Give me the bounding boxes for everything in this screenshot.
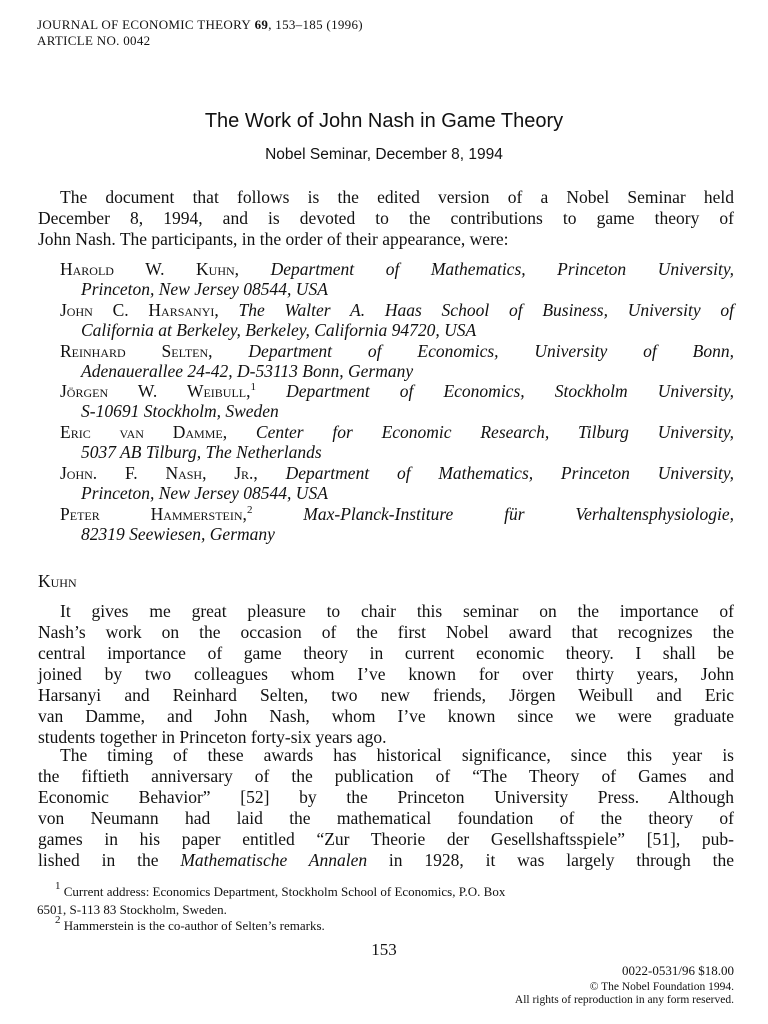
issn-price: 0022-0531/96 $18.00 bbox=[622, 963, 734, 978]
participant-name: Jörgen W. Weibull, bbox=[60, 381, 251, 401]
participant-affiliation: Department of Economics, University of Bonn, bbox=[248, 341, 734, 361]
participant-address: 82319 Seewiesen, Germany bbox=[81, 524, 275, 544]
participant-entry bbox=[60, 259, 734, 280]
journal-citation: Mathematische Annalen bbox=[180, 850, 368, 870]
participant-name: Harold W. Kuhn, bbox=[60, 259, 240, 279]
journal-volume: 69 bbox=[254, 17, 269, 32]
footnote-1-cont: 6501, S-113 83 Stockholm, Sweden. bbox=[37, 902, 227, 917]
participant-address: Adenauerallee 24-42, D-53113 Bonn, Germany bbox=[81, 361, 414, 381]
participant-entry bbox=[60, 341, 734, 362]
para2-last-post: in 1928, it was largely through the bbox=[367, 850, 734, 870]
para2-line: Economic Behavior” [52] by the Princeton University Press. Although bbox=[38, 787, 734, 807]
para2-line bbox=[38, 850, 734, 871]
participant-entry bbox=[60, 381, 734, 402]
participant-name: John. F. Nash, Jr., bbox=[60, 463, 258, 483]
rights-notice: All rights of reproduction in any form reserved. bbox=[514, 994, 734, 1006]
para1-line: central importance of game theory in current economic theory. I shall be bbox=[38, 643, 734, 663]
participant-entry bbox=[60, 463, 734, 484]
journal-header bbox=[37, 17, 363, 33]
footnote-2 bbox=[55, 914, 325, 934]
para2-line: The timing of these awards has historical significance, since this year is bbox=[60, 745, 734, 765]
participant-affiliation: Department of Mathematics, Princeton University, bbox=[285, 463, 734, 483]
article-number: ARTICLE NO. 0042 bbox=[37, 33, 151, 48]
participant-name: Eric van Damme, bbox=[60, 422, 228, 442]
para2-line: von Neumann had laid the mathematical foundation of the theory of bbox=[38, 808, 734, 828]
para1-line: joined by two colleagues whom I’ve known for over thirty years, John bbox=[38, 664, 734, 684]
paper-subtitle: Nobel Seminar, December 8, 1994 bbox=[265, 146, 503, 163]
journal-name: JOURNAL OF ECONOMIC THEORY bbox=[37, 17, 252, 32]
footnote-ref: 1 bbox=[250, 381, 257, 393]
footnote-ref: 2 bbox=[246, 504, 253, 516]
participant-name: Reinhard Selten, bbox=[60, 341, 213, 361]
intro-line: The document that follows is the edited version of a Nobel Seminar held bbox=[60, 187, 734, 207]
intro-line: John Nash. The participants, in the order of their appearance, were: bbox=[38, 229, 509, 249]
participant-affiliation: Center for Economic Research, Tilburg University, bbox=[255, 422, 735, 442]
participant-affiliation: Department of Economics, Stockholm University, bbox=[286, 381, 735, 401]
participant-entry bbox=[60, 422, 734, 443]
footnote-mark: 1 bbox=[55, 880, 61, 892]
para1-line: It gives me great pleasure to chair this seminar on the importance of bbox=[60, 601, 734, 621]
footnote-mark: 2 bbox=[55, 914, 61, 926]
participant-affiliation: Department of Mathematics, Princeton University, bbox=[270, 259, 735, 279]
participant-affiliation: Max-Planck-Institure für Verhaltensphysiologie, bbox=[303, 504, 735, 524]
section-heading: Kuhn bbox=[38, 571, 77, 591]
para1-line: students together in Princeton forty-six years ago. bbox=[38, 727, 387, 747]
para1-line: Nash’s work on the occasion of the first Nobel award that recognizes the bbox=[38, 622, 734, 642]
participant-address: 5037 AB Tilburg, The Netherlands bbox=[81, 442, 322, 462]
para1-line: van Damme, and John Nash, whom I’ve known since we were graduate bbox=[38, 706, 734, 726]
para2-line: the fiftieth anniversary of the publication of “The Theory of Games and bbox=[38, 766, 734, 786]
footnote-text: Hammerstein is the co-author of Selten’s remarks. bbox=[63, 918, 325, 933]
journal-pages-year: , 153–185 (1996) bbox=[268, 17, 363, 32]
footnote-1 bbox=[55, 880, 506, 900]
para2-last-pre: lished in the bbox=[38, 850, 181, 870]
participant-affiliation: The Walter A. Haas School of Business, University of bbox=[238, 300, 734, 320]
footnote-text: Current address: Economics Department, Stockholm School of Economics, P.O. Box bbox=[63, 884, 506, 899]
para2-line: games in his paper entitled “Zur Theorie der Gesellshaftsspiele” [51], pub- bbox=[38, 829, 734, 849]
paper-title: The Work of John Nash in Game Theory bbox=[204, 110, 564, 132]
participant-name: John C. Harsanyi, bbox=[60, 300, 219, 320]
para1-line: Harsanyi and Reinhard Selten, two new friends, Jörgen Weibull and Eric bbox=[38, 685, 734, 705]
participant-address: S-10691 Stockholm, Sweden bbox=[81, 401, 279, 421]
intro-line: December 8, 1994, and is devoted to the contributions to game theory of bbox=[38, 208, 734, 228]
participant-entry bbox=[60, 300, 734, 321]
participant-entry bbox=[60, 504, 734, 525]
copyright: © The Nobel Foundation 1994. bbox=[589, 981, 734, 993]
participant-address: Princeton, New Jersey 08544, USA bbox=[81, 483, 328, 503]
participant-address: Princeton, New Jersey 08544, USA bbox=[81, 279, 328, 299]
participant-address: California at Berkeley, Berkeley, California 94720, USA bbox=[81, 320, 477, 340]
page-number: 153 bbox=[371, 940, 397, 959]
participant-name: Peter Hammerstein, bbox=[60, 504, 247, 524]
